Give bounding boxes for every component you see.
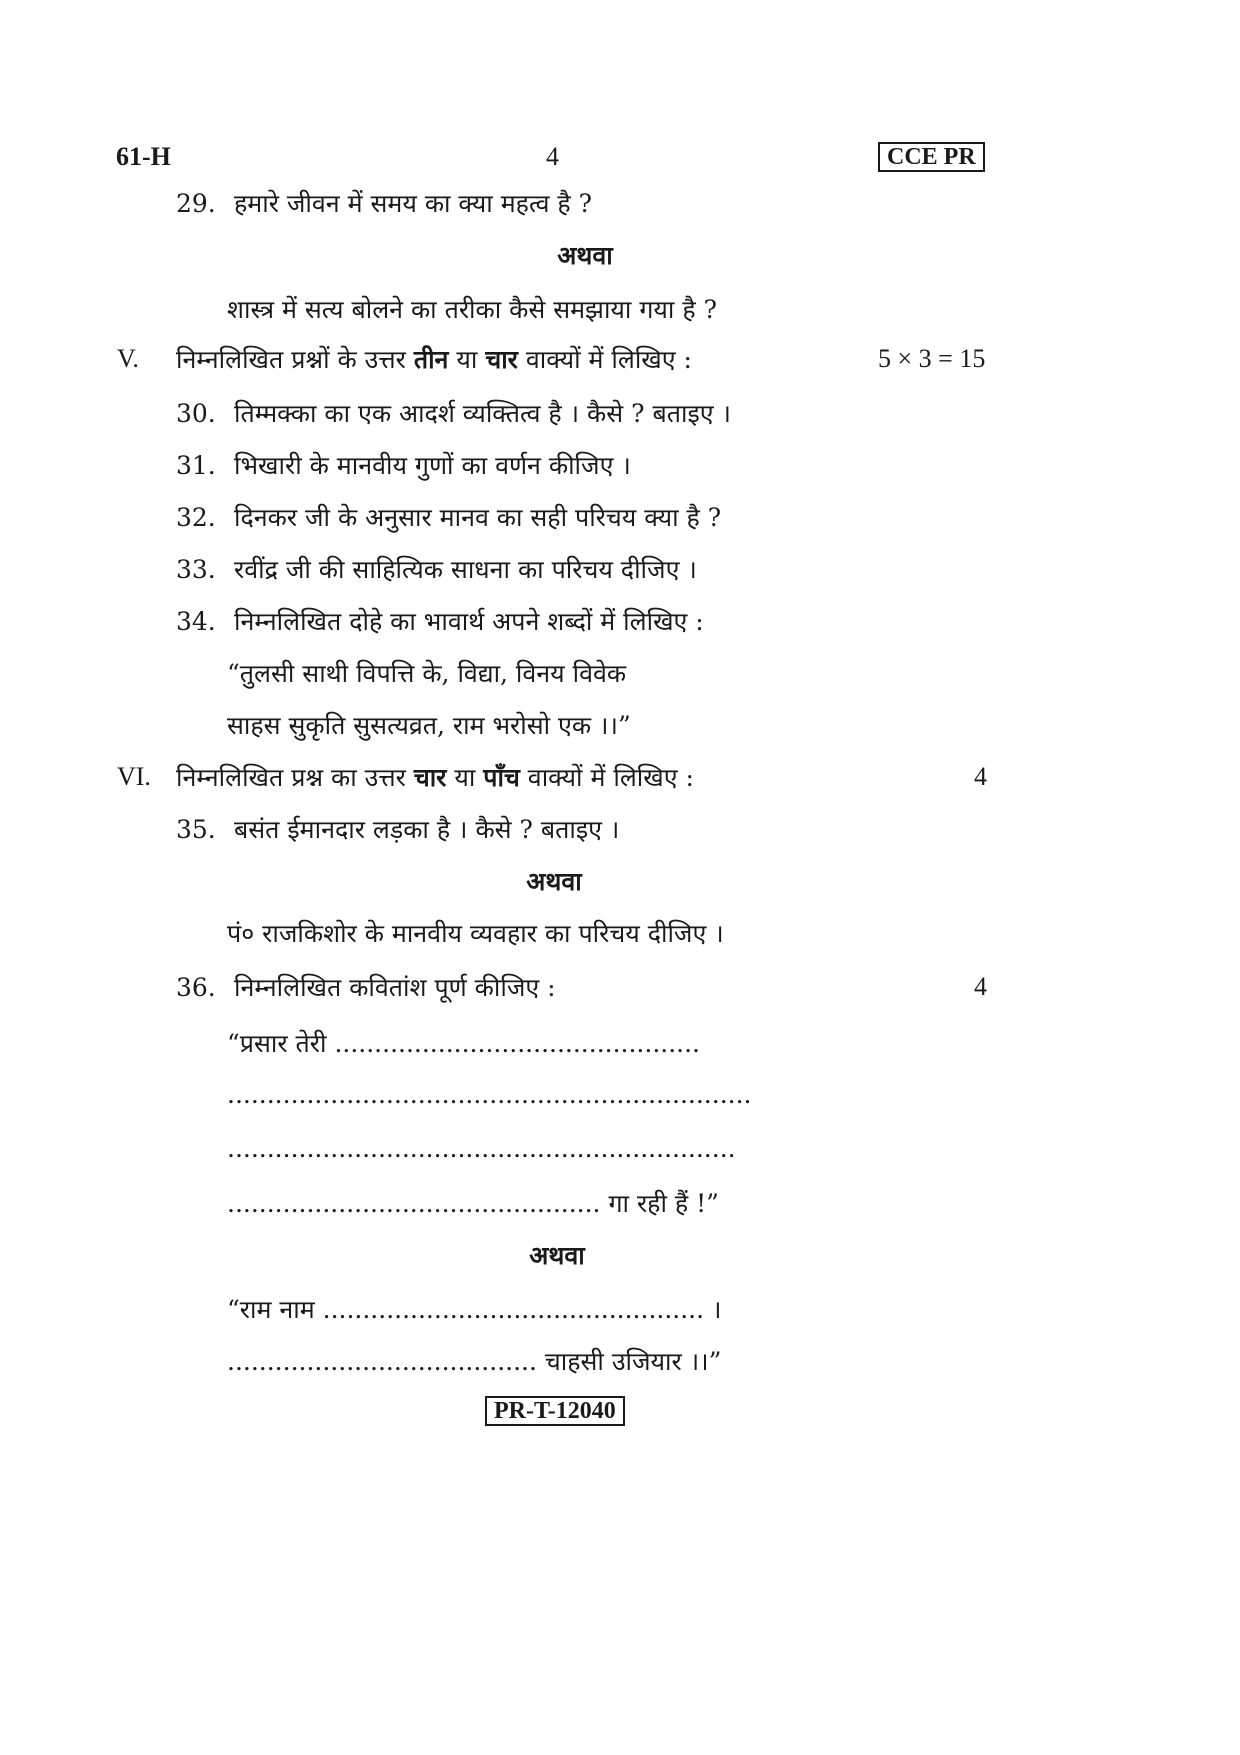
cce-pr-badge: CCE PR xyxy=(878,142,985,172)
instruction-text: निम्नलिखित प्रश्न का उत्तर xyxy=(176,763,414,792)
poem-blank-line-3: ................................................................ xyxy=(227,1134,736,1163)
poem-alt-blank-line-1: “राम नाम ................................................ । xyxy=(227,1295,722,1324)
poem-alt-blank-line-2: ....................................... चाहसी उजियार ।।” xyxy=(227,1347,722,1376)
poem-blank-line-2: .................................................................. xyxy=(227,1080,752,1109)
question-text: दिनकर जी के अनुसार मानव का सही परिचय क्या है ? xyxy=(234,503,722,532)
doha-line-2: साहस सुकृति सुसत्यव्रत, राम भरोसो एक ।।” xyxy=(227,711,631,740)
question-number: 29. xyxy=(176,189,216,218)
athva-heading: अथवा xyxy=(557,241,613,270)
instruction-text: या xyxy=(448,345,486,374)
question-number: 30. xyxy=(176,399,216,428)
question-number: 36. xyxy=(176,973,216,1002)
page-number: 4 xyxy=(546,142,559,171)
instruction-text: या xyxy=(446,763,484,792)
footer-code: PR-T-12040 xyxy=(485,1396,625,1426)
question-29-alternative: शास्त्र में सत्य बोलने का तरीका कैसे समझाया गया है ? xyxy=(227,295,717,324)
section-vi-label: VI. xyxy=(117,762,151,791)
question-text: हमारे जीवन में समय का क्या महत्व है ? xyxy=(234,189,593,218)
poem-blank-line-4: ............................................... गा रही हैं !” xyxy=(227,1189,719,1218)
question-number: 32. xyxy=(176,503,216,532)
question-text: भिखारी के मानवीय गुणों का वर्णन कीजिए । xyxy=(234,451,631,480)
section-vi-marks: 4 xyxy=(974,762,987,791)
question-number: 34. xyxy=(176,607,216,636)
doha-line-1: “तुलसी साथी विपत्ति के, विद्या, विनय विवेक xyxy=(227,659,627,688)
athva-heading: अथवा xyxy=(526,867,582,896)
question-text: रवींद्र जी की साहित्यिक साधना का परिचय दीजिए । xyxy=(234,555,697,584)
instruction-text: वाक्यों में लिखिए : xyxy=(517,345,692,374)
section-v-instruction xyxy=(176,342,692,376)
question-34 xyxy=(176,604,704,638)
question-35 xyxy=(176,812,619,846)
question-33 xyxy=(176,552,697,586)
question-text: निम्नलिखित कवितांश पूर्ण कीजिए : xyxy=(234,973,556,1002)
instruction-bold: पाँच xyxy=(483,763,520,792)
question-36 xyxy=(176,970,556,1004)
section-v-marks: 5 × 3 = 15 xyxy=(878,344,986,373)
question-text: तिम्मक्का का एक आदर्श व्यक्तित्व है । कैसे ? बताइए । xyxy=(234,399,731,428)
instruction-bold: तीन xyxy=(413,345,449,374)
section-vi-instruction xyxy=(176,760,694,794)
question-31 xyxy=(176,448,631,482)
instruction-text: वाक्यों में लिखिए : xyxy=(519,763,694,792)
question-text: निम्नलिखित दोहे का भावार्थ अपने शब्दों में लिखिए : xyxy=(234,607,704,636)
question-text: बसंत ईमानदार लड़का है । कैसे ? बताइए । xyxy=(234,815,620,844)
question-36-marks: 4 xyxy=(974,972,987,1001)
section-v-label: V. xyxy=(117,344,139,373)
instruction-bold: चार xyxy=(413,763,447,792)
question-35-alternative: पं० राजकिशोर के मानवीय व्यवहार का परिचय दीजिए । xyxy=(227,919,724,948)
poem-blank-line-1: “प्रसार तेरी .............................................. xyxy=(227,1029,701,1058)
paper-code: 61-H xyxy=(116,142,171,171)
question-number: 33. xyxy=(176,555,216,584)
question-number: 31. xyxy=(176,451,216,480)
instruction-bold: चार xyxy=(485,345,518,374)
question-number: 35. xyxy=(176,815,216,844)
athva-heading: अथवा xyxy=(529,1241,585,1270)
instruction-text: निम्नलिखित प्रश्नों के उत्तर xyxy=(176,345,414,374)
question-30 xyxy=(176,396,731,430)
question-29 xyxy=(176,186,592,220)
question-32 xyxy=(176,500,721,534)
